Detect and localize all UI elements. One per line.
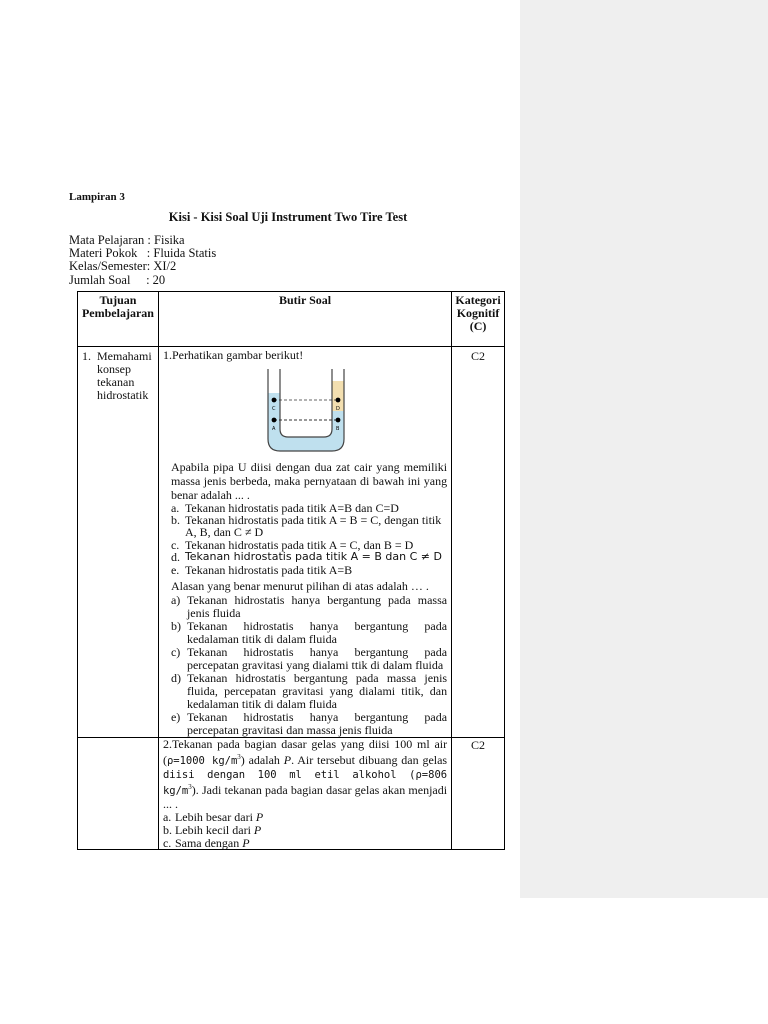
tujuan-number: 1. — [82, 349, 91, 363]
list-item: b. Tekanan hidrostatis pada titik A = B = C, dengan titik A, B, dan C ≠ D — [170, 513, 442, 540]
table-row — [78, 738, 505, 850]
list-item: e) Tekanan hidrostatis hanya bergantung pada percepatan gravitasi dan massa jenis fluida — [170, 710, 448, 738]
cell-butir-soal — [158, 738, 451, 850]
cell-tujuan — [78, 347, 159, 738]
u-tube-diagram — [266, 367, 346, 455]
point-label-c: C — [271, 405, 276, 412]
question-1-prompt: 1.Perhatikan gambar berikut! — [162, 348, 304, 362]
list-item: b) Tekanan hidrostatis hanya bergantung pada kedalaman titik di dalam fluida — [170, 619, 448, 647]
comment-side-panel — [520, 0, 768, 898]
list-item: c. Tekanan hidrostatis pada titik A = C, dan B = D — [170, 537, 414, 552]
question-2: 2.Tekanan pada bagian dasar gelas yang diisi 100 ml air (ρ=1000 $kg/m^3$) adalah P. Air tersebut dibuang dan gelas diisi dengan 100 ml etil alkohol (ρ=806 $kg/m^3$). Jadi tekanan pada bagian dasar gelas akan menjadi ... . a. Lebih besar dari P b. Lebih kecil dari P c. Sama dengan P — [162, 737, 448, 850]
document-title: Kisi - Kisi Soal Uji Instrument Two Tire Test — [168, 210, 408, 224]
question-1-options — [171, 502, 447, 576]
comment-side-panel-bottom — [520, 898, 768, 1024]
table-row — [78, 347, 505, 738]
cell-kategori — [452, 738, 505, 850]
list-item: c. Sama dengan P — [162, 835, 250, 850]
list-item: d. Tekanan hidrostatis pada titik A = B dan C ≠ D — [170, 550, 442, 565]
list-item: c) Tekanan hidrostatis hanya bergantung pada percepatan gravitasi yang dialami ttik di dalam fluida — [170, 645, 448, 673]
list-item: e. Tekanan hidrostatis pada titik A=B — [170, 562, 353, 577]
list-item: a) Tekanan hidrostatis hanya bergantung pada massa jenis fluida — [170, 593, 448, 621]
point-label-d: D — [335, 405, 340, 412]
kategori-value: C2 — [471, 349, 486, 363]
u-tube-figure — [266, 367, 346, 455]
point-label-a: A — [271, 425, 276, 432]
header-tujuan: Tujuan Pembelajaran — [78, 292, 159, 347]
header-kategori: Kategori Kognitif (C) — [452, 292, 505, 347]
list-item: d) Tekanan hidrostatis bergantung pada massa jenis fluida, percepatan gravitasi yang dialami titik, dan kedalaman titik di dalam fluida — [170, 671, 448, 712]
list-item: b. Lebih kecil dari P — [162, 822, 262, 837]
cell-tujuan-empty — [78, 738, 159, 850]
meta-mata-pelajaran: Mata Pelajaran : Fisika — [69, 233, 185, 247]
table-header-row — [78, 292, 505, 347]
header-butir-soal: Butir Soal — [158, 292, 451, 347]
meta-materi-pokok: Materi Pokok : Fluida Statis — [69, 246, 217, 261]
lampiran-label: Lampiran 3 — [69, 191, 125, 203]
kisi-table — [77, 291, 505, 850]
alasan-section — [171, 580, 447, 737]
question-1-text: Apabila pipa U diisi dengan dua zat cair yang memiliki massa jenis berbeda, maka pernyataan di bawah ini yang benar adalah ... . — [170, 459, 448, 502]
meta-jumlah-soal: Jumlah Soal : 20 — [69, 272, 166, 287]
tujuan-text: Memahami konsep tekanan hidrostatik — [97, 349, 152, 402]
point-label-b: B — [335, 425, 340, 432]
alasan-intro: Alasan yang benar menurut pilihan di atas adalah … . — [170, 579, 429, 594]
list-item: a. Lebih besar dari P — [162, 810, 264, 825]
meta-kelas-semester: Kelas/Semester: XI/2 — [69, 259, 177, 274]
kategori-value: C2 — [471, 738, 486, 753]
meta-info — [69, 234, 216, 287]
list-item: a. Tekanan hidrostatis pada titik A=B dan C=D — [170, 500, 399, 515]
cell-kategori — [452, 347, 505, 738]
cell-butir-soal — [158, 347, 451, 738]
